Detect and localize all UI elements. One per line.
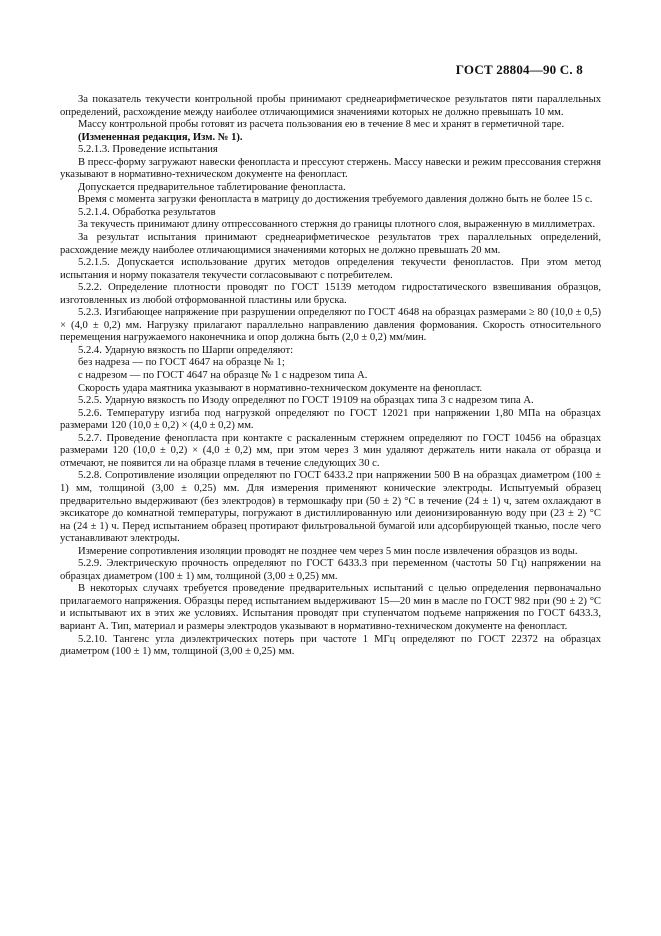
paragraph: Время с момента загрузки фенопласта в матрицу до достижения требуемого давления должно быть не более 15 с. — [78, 194, 593, 206]
paragraph: 5.2.9. Электрическую прочность определяют по ГОСТ 6433.3 при переменном (частоты 50 Гц) напряжении на образцах диаметром (100 ± 1) мм, толщиной (3,00 ± 0,25) мм. — [60, 558, 601, 582]
document-body — [60, 94, 601, 659]
paragraph: без надреза — по ГОСТ 4647 на образце № 1; — [78, 357, 285, 369]
paragraph: 5.2.3. Изгибающее напряжение при разрушении определяют по ГОСТ 4648 на образцах размерами ≥ 80 (10,0 ± 0,5) × (4,0 ± 0,2) мм. Нагрузку прилагают параллельно направлению давления формования. Скорость относительного перемещения нагружаемого наконечника и опор должна быть (2,0 ± 0,2) мм/мин. — [60, 307, 601, 344]
paragraph: В некоторых случаях требуется проведение предварительных испытаний с целью определения первоначально прилагаемого напряжения. Образцы перед испытанием выдерживают 15—20 мин в масле по ГОСТ 982 при (90 ± 2) °С и испытывают их в этих же условиях. Испытания проводят при ступенчатом подъеме напряжения по ГОСТ 6433.3, вариант А. Тип, материал и размеры электродов указывают в нормативно-техническом документе на фенопласт. — [60, 583, 601, 632]
paragraph: В пресс-форму загружают навески фенопласта и прессуют стержень. Массу навески и режим прессования стержня указывают в нормативно-техническом документе на фенопласт. — [60, 156, 601, 181]
paragraph: 5.2.7. Проведение фенопласта при контакте с раскаленным стержнем определяют по ГОСТ 10456 на образцах размерами 120 (10,0 ± 0,2) × (4,0 ± 0,2) мм, при этом через 3 мин удаляют держатель нити накала от образца и отмечают, не появится ли на образце пламя в течение следующих 30 с. — [60, 432, 601, 469]
page-header: ГОСТ 28804—90 С. 8 — [455, 62, 583, 77]
paragraph: Скорость удара маятника указывают в нормативно-техническом документе на фенопласт. — [78, 382, 483, 394]
paragraph: (Измененная редакция, Изм. № 1). — [78, 131, 243, 143]
paragraph: 5.2.6. Температуру изгиба под нагрузкой определяют по ГОСТ 12021 при напряжении 1,80 МПа на образцах размерами 120 (10,0 ± 0,2) × (4,0 ± 0,2) мм. — [60, 407, 601, 432]
paragraph: 5.2.10. Тангенс угла диэлектрических потерь при частоте 1 МГц определяют по ГОСТ 22372 на образцах диаметром (100 ± 1) мм, толщиной (3,00 ± 0,25) мм. — [60, 633, 601, 658]
paragraph: За результат испытания принимают среднеарифметическое результатов трех параллельных определений, расхождение между наиболее отличающимися значениями которых не должно превышать 20 мм. — [60, 232, 601, 256]
paragraph: Допускается предварительное таблетирование фенопласта. — [78, 181, 346, 193]
paragraph: Измерение сопротивления изоляции проводят не позднее чем через 5 мин после извлечения образцов из воды. — [78, 545, 578, 557]
paragraph: Массу контрольной пробы готовят из расчета пользования ею в течение 8 мес и хранят в герметичной таре. — [78, 119, 565, 131]
paragraph: 5.2.5. Ударную вязкость по Изоду определяют по ГОСТ 19109 на образцах типа 3 с надрезом типа А. — [78, 395, 534, 407]
paragraph: За показатель текучести контрольной пробы принимают среднеарифметическое результатов пяти параллельных определений, расхождение между наиболее отличающимися значениями которых не должно превышать 10 мм. — [60, 94, 601, 118]
paragraph: 5.2.1.4. Обработка результатов — [78, 206, 216, 218]
paragraph: 5.2.2. Определение плотности проводят по ГОСТ 15139 методом гидростатического взвешивания образцов, изготовленных из любой отформованной пластины или бруска. — [60, 282, 601, 306]
paragraph: 5.2.1.5. Допускается использование других методов определения текучести фенопластов. При этом метод испытания и норму показателя текучести согласовывают с потребителем. — [60, 257, 601, 281]
paragraph: 5.2.4. Ударную вязкость по Шарпи определяют: — [78, 344, 294, 356]
paragraph: За текучесть принимают длину отпрессованного стержня до границы плотного слоя, выраженную в миллиметрах. — [78, 219, 596, 231]
paragraph: 5.2.8. Сопротивление изоляции определяют по ГОСТ 6433.2 при напряжении 500 В на образцах диаметром (100 ± 1) мм, толщиной (3,00 ± 0,25) мм. Для измерения применяют конические электроды. Испытуемый образец предварительно выдерживают (без электродов) в термошкафу при (50 ± 2) °С в течение (24 ± 1) ч, затем охлаждают в эксикаторе до комнатной температуры, погружают в дистиллированную или деионизированную воду при (23 ± 2) °С на (24 ± 1) ч. Перед испытанием образец протирают фильтровальной бумагой или адсорбирующей тканью, после чего устанавливают электроды. — [60, 470, 601, 545]
paragraph: с надрезом — по ГОСТ 4647 на образце № 1 с надрезом типа А. — [78, 370, 368, 382]
paragraph: 5.2.1.3. Проведение испытания — [78, 144, 218, 156]
